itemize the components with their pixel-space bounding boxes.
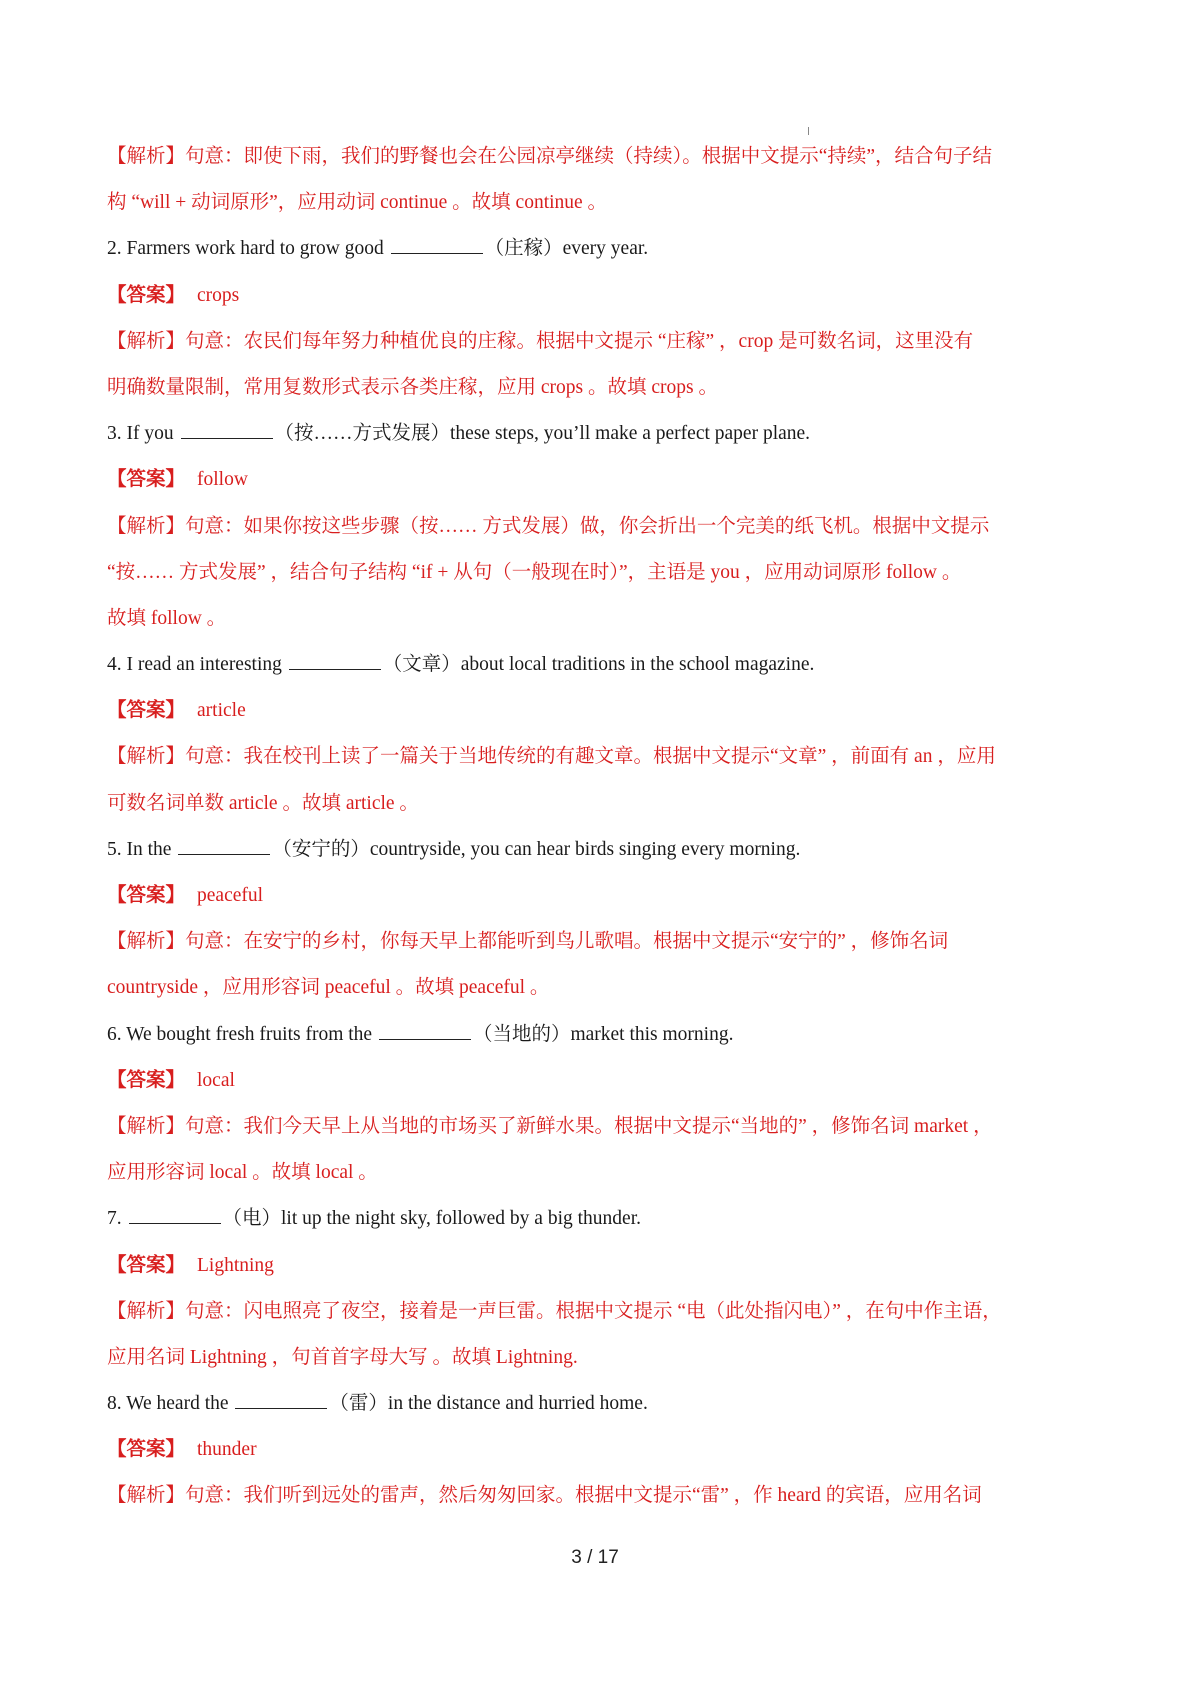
- answer-blank: [391, 233, 483, 254]
- answer-value: peaceful: [197, 885, 264, 906]
- question-text: 7.: [107, 1208, 127, 1230]
- answer-tag: 【答案】: [107, 700, 186, 722]
- document-body: [107, 134, 1082, 1520]
- explanation-line: 应用形容词 local 。故填 local 。: [107, 1162, 378, 1184]
- answer-blank: [178, 833, 270, 854]
- question-text: 2. Farmers work hard to grow good: [107, 238, 389, 260]
- explanation-line: 应用名词 Lightning ，句首首字母大写 。故填 Lightning.: [107, 1346, 578, 1368]
- answer-blank: [181, 418, 273, 439]
- answer-line: [107, 1058, 1082, 1104]
- explanation-line: 【解析】句意：农民们每年努力种植优良的庄稼。根据中文提示 “庄稼” ，crop 是可数名词，这里没有: [107, 330, 974, 352]
- answer-tag: 【答案】: [107, 1254, 186, 1276]
- answer-value: crops: [197, 284, 240, 306]
- answer-tag: 【答案】: [107, 469, 186, 491]
- explanation-line: 可数名词单数 article 。故填 article 。: [107, 792, 419, 814]
- explanation-line: countryside ，应用形容词 peaceful 。故填 peaceful 。: [107, 977, 550, 999]
- question-text: （文章）about local traditions in the school magazine.: [382, 654, 815, 676]
- answer-line: [107, 873, 1082, 919]
- question-line: [107, 411, 1082, 457]
- explanation-line: 【解析】句意：即使下雨，我们的野餐也会在公园凉亭继续（持续）。根据中文提示“持续”，结合句子结: [107, 146, 993, 167]
- answer-line: [107, 1243, 1082, 1289]
- question-text: （雷）in the distance and hurried home.: [329, 1393, 648, 1415]
- question-line: [107, 1381, 1082, 1427]
- question-text: 6. We bought fresh fruits from the: [107, 1023, 377, 1045]
- question-text: 8. We heard the: [107, 1393, 234, 1415]
- question-text: 3. If you: [107, 423, 179, 445]
- answer-value: Lightning: [197, 1254, 274, 1276]
- answer-value: follow: [197, 469, 248, 491]
- question-text: （当地的）market this morning.: [472, 1023, 734, 1045]
- answer-blank: [235, 1388, 327, 1409]
- question-line: [107, 642, 1082, 688]
- answer-line: [107, 1427, 1082, 1473]
- explanation-line: 故填 follow 。: [107, 607, 227, 629]
- question-text: 5. In the: [107, 838, 177, 860]
- explanation-line: 明确数量限制，常用复数形式表示各类庄稼，应用 crops 。故填 crops 。: [107, 376, 718, 398]
- answer-tag: 【答案】: [107, 1069, 186, 1091]
- answer-value: article: [197, 700, 246, 722]
- question-line: [107, 1012, 1082, 1058]
- answer-line: [107, 688, 1082, 734]
- answer-blank: [379, 1018, 471, 1039]
- explanation-line: 【解析】句意：我在校刊上读了一篇关于当地传统的有趣文章。根据中文提示“文章” ，前面有 an ，应用: [107, 746, 996, 768]
- answer-line: [107, 457, 1082, 503]
- explanation-line: 构 “will + 动词原形”，应用动词 continue 。故填 continue 。: [107, 192, 608, 214]
- question-line: [107, 827, 1082, 873]
- answer-tag: 【答案】: [107, 1439, 186, 1461]
- explanation-line: 【解析】句意：我们听到远处的雷声，然后匆匆回家。根据中文提示“雷” ，作 heard 的宾语，应用名词: [107, 1485, 982, 1507]
- answer-line: [107, 273, 1082, 319]
- explanation-line: “按…… 方式发展” ，结合句子结构 “if + 从句（一般现在时）”，主语是 you ，应用动词原形 follow 。: [107, 561, 962, 583]
- question-text: 4. I read an interesting: [107, 654, 287, 676]
- answer-blank: [289, 649, 381, 670]
- question-line: [107, 1196, 1082, 1242]
- explanation-line: 【解析】句意：如果你按这些步骤（按…… 方式发展）做，你会折出一个完美的纸飞机。根据中文提示: [107, 515, 990, 537]
- explanation-line: 【解析】句意：在安宁的乡村，你每天早上都能听到鸟儿歌唱。根据中文提示“安宁的” ，修饰名词: [107, 931, 949, 953]
- question-text: （按……方式发展）these steps, you’ll make a perfect paper plane.: [274, 423, 811, 445]
- answer-value: local: [197, 1069, 235, 1091]
- answer-tag: 【答案】: [107, 284, 186, 306]
- page-number: 3 / 17: [571, 1547, 619, 1568]
- answer-tag: 【答案】: [107, 885, 186, 906]
- explanation-line: 【解析】句意：我们今天早上从当地的市场买了新鲜水果。根据中文提示“当地的” ，修饰名词 market ，: [107, 1115, 993, 1137]
- question-text: （庄稼）every year.: [484, 238, 649, 260]
- answer-value: thunder: [197, 1439, 257, 1461]
- question-text: （安宁的）countryside, you can hear birds singing every morning.: [272, 838, 801, 860]
- answer-blank: [129, 1203, 221, 1224]
- question-line: [107, 226, 1082, 272]
- explanation-line: 【解析】句意：闪电照亮了夜空，接着是一声巨雷。根据中文提示 “电（此处指闪电）” ，在句中作主语，: [107, 1300, 1002, 1322]
- question-text: （电）lit up the night sky, followed by a big thunder.: [222, 1208, 641, 1230]
